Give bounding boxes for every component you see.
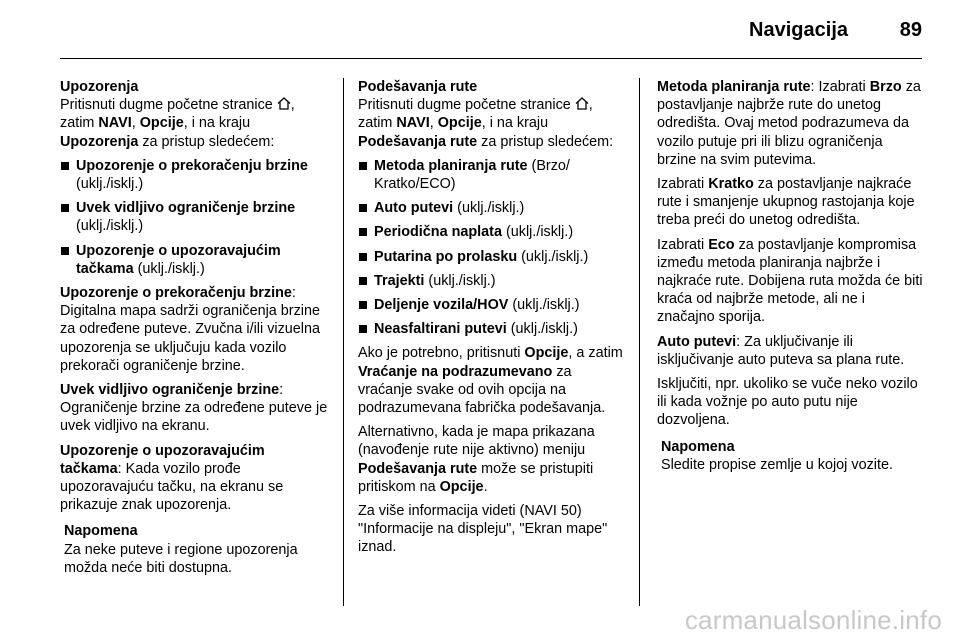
bullet-icon xyxy=(359,204,367,212)
bullet-icon xyxy=(61,247,69,255)
description-paragraph: Ako je potrebno, pritisnuti Opcije, a zatim Vraćanje na podrazumevano za vraćanje svake od ovih opcija na podrazumevana fabrička podešavanja. xyxy=(358,345,623,417)
description-paragraph: Isključiti, npr. ukoliko se vuče neko vozilo ili kada vožnje po auto putu nije dozvoljena. xyxy=(657,376,918,429)
description-paragraph: Izabrati Eco za postavljanje kompromisa između metoda planiranja najbrže i najkraće rute. Dobijena ruta možda će biti kraća od najbrže metode, ali ne i značajno sporija. xyxy=(657,236,923,326)
description-paragraph: Upozorenje o upozoravajućim tačkama: Kada vozilo prođe upozoravajuću tačku, na ekranu se prikazuje znak upozorenja. xyxy=(60,442,284,514)
list-item: Upozorenje o prekoračenju brzine (uklj./isklj.) xyxy=(60,157,328,193)
page-number: 89 xyxy=(899,19,922,41)
list-item: Deljenje vozila/HOV (uklj./isklj.) xyxy=(358,296,626,314)
list-item: Trajekti (uklj./isklj.) xyxy=(358,272,626,290)
note-title: Napomena xyxy=(64,523,138,540)
description-paragraph: Auto putevi: Za uključivanje ili isključivanje auto puteva sa plana rute. xyxy=(657,333,905,368)
section-heading-route-settings: Podešavanja rute xyxy=(358,79,478,95)
bullet-icon xyxy=(61,204,69,212)
intro-paragraph: Pritisnuti dugme početne stranice , zatim NAVI, Opcije, i na kraju Upozorenja za pristup sledećem: xyxy=(60,97,295,150)
description-paragraph: Izabrati Kratko za postavljanje najkraće rute i smanjenje ukupnog rastojanja koje treba preći do unetog odredišta. xyxy=(657,176,915,229)
header-divider xyxy=(60,58,922,59)
bullet-icon xyxy=(61,162,69,170)
list-item: Putarina po prolasku (uklj./isklj.) xyxy=(358,248,626,266)
list-item: Upozorenje o upozoravajućim tačkama (uklj./isklj.) xyxy=(60,242,328,278)
bullet-icon xyxy=(359,228,367,236)
list-item: Periodična naplata (uklj./isklj.) xyxy=(358,223,626,241)
home-icon xyxy=(277,97,291,110)
note-box xyxy=(657,438,925,474)
description-paragraph: Metoda planiranja rute: Izabrati Brzo za postavljanje najbrže rute do unetog odredišta. Ovaj metod podrazumeva da vozilo putuje pri ili blizu ograničenja brzine na svim putevima. xyxy=(657,79,921,168)
note-text: Za neke puteve i regione upozorenja možda neće biti dostupna. xyxy=(64,541,298,576)
description-paragraph: Uvek vidljivo ograničenje brzine: Ograničenje brzine za određene puteve je uvek vidljivo na ekranu. xyxy=(60,382,328,435)
intro-paragraph: Pritisnuti dugme početne stranice , zatim NAVI, Opcije, i na kraju Podešavanja rute za pristup sledećem: xyxy=(358,97,614,150)
note-box xyxy=(60,522,328,577)
column-route-method xyxy=(657,78,925,474)
list-item: Neasfaltirani putevi (uklj./isklj.) xyxy=(358,320,626,338)
bullet-icon xyxy=(359,325,367,333)
column-warnings xyxy=(60,78,328,577)
home-icon xyxy=(575,97,589,110)
section-heading-warnings: Upozorenja xyxy=(60,79,139,95)
page-title: Navigacija xyxy=(749,19,848,41)
note-title: Napomena xyxy=(661,438,735,455)
list-item: Metoda planiranja rute (Brzo/ Kratko/ECO) xyxy=(358,157,626,193)
note-text: Sledite propise zemlje u kojoj vozite. xyxy=(661,456,893,473)
column-divider-2 xyxy=(639,78,640,606)
bullet-icon xyxy=(359,301,367,309)
column-route-settings xyxy=(358,78,626,563)
description-paragraph: Za više informacija videti (NAVI 50) "Informacije na displeju", "Ekran mape" iznad. xyxy=(358,503,608,556)
bullet-icon xyxy=(359,162,367,170)
list-item: Auto putevi (uklj./isklj.) xyxy=(358,199,626,217)
watermark: carmanualsonline.info xyxy=(684,605,942,635)
list-item: Uvek vidljivo ograničenje brzine (uklj./isklj.) xyxy=(60,199,328,235)
bullet-icon xyxy=(359,277,367,285)
bullet-icon xyxy=(359,253,367,261)
description-paragraph: Upozorenje o prekoračenju brzine: Digitalna mapa sadrži ograničenja brzine za određene puteve. Zvučna i/ili vizuelna upozorenja se uključuju kada vozilo prekorači ograničenje brzine. xyxy=(60,285,320,374)
column-divider-1 xyxy=(343,78,344,606)
description-paragraph: Alternativno, kada je mapa prikazana (navođenje rute nije aktivno) meniju Podešavanja rute može se pristupiti pritiskom na Opcije. xyxy=(358,424,595,495)
